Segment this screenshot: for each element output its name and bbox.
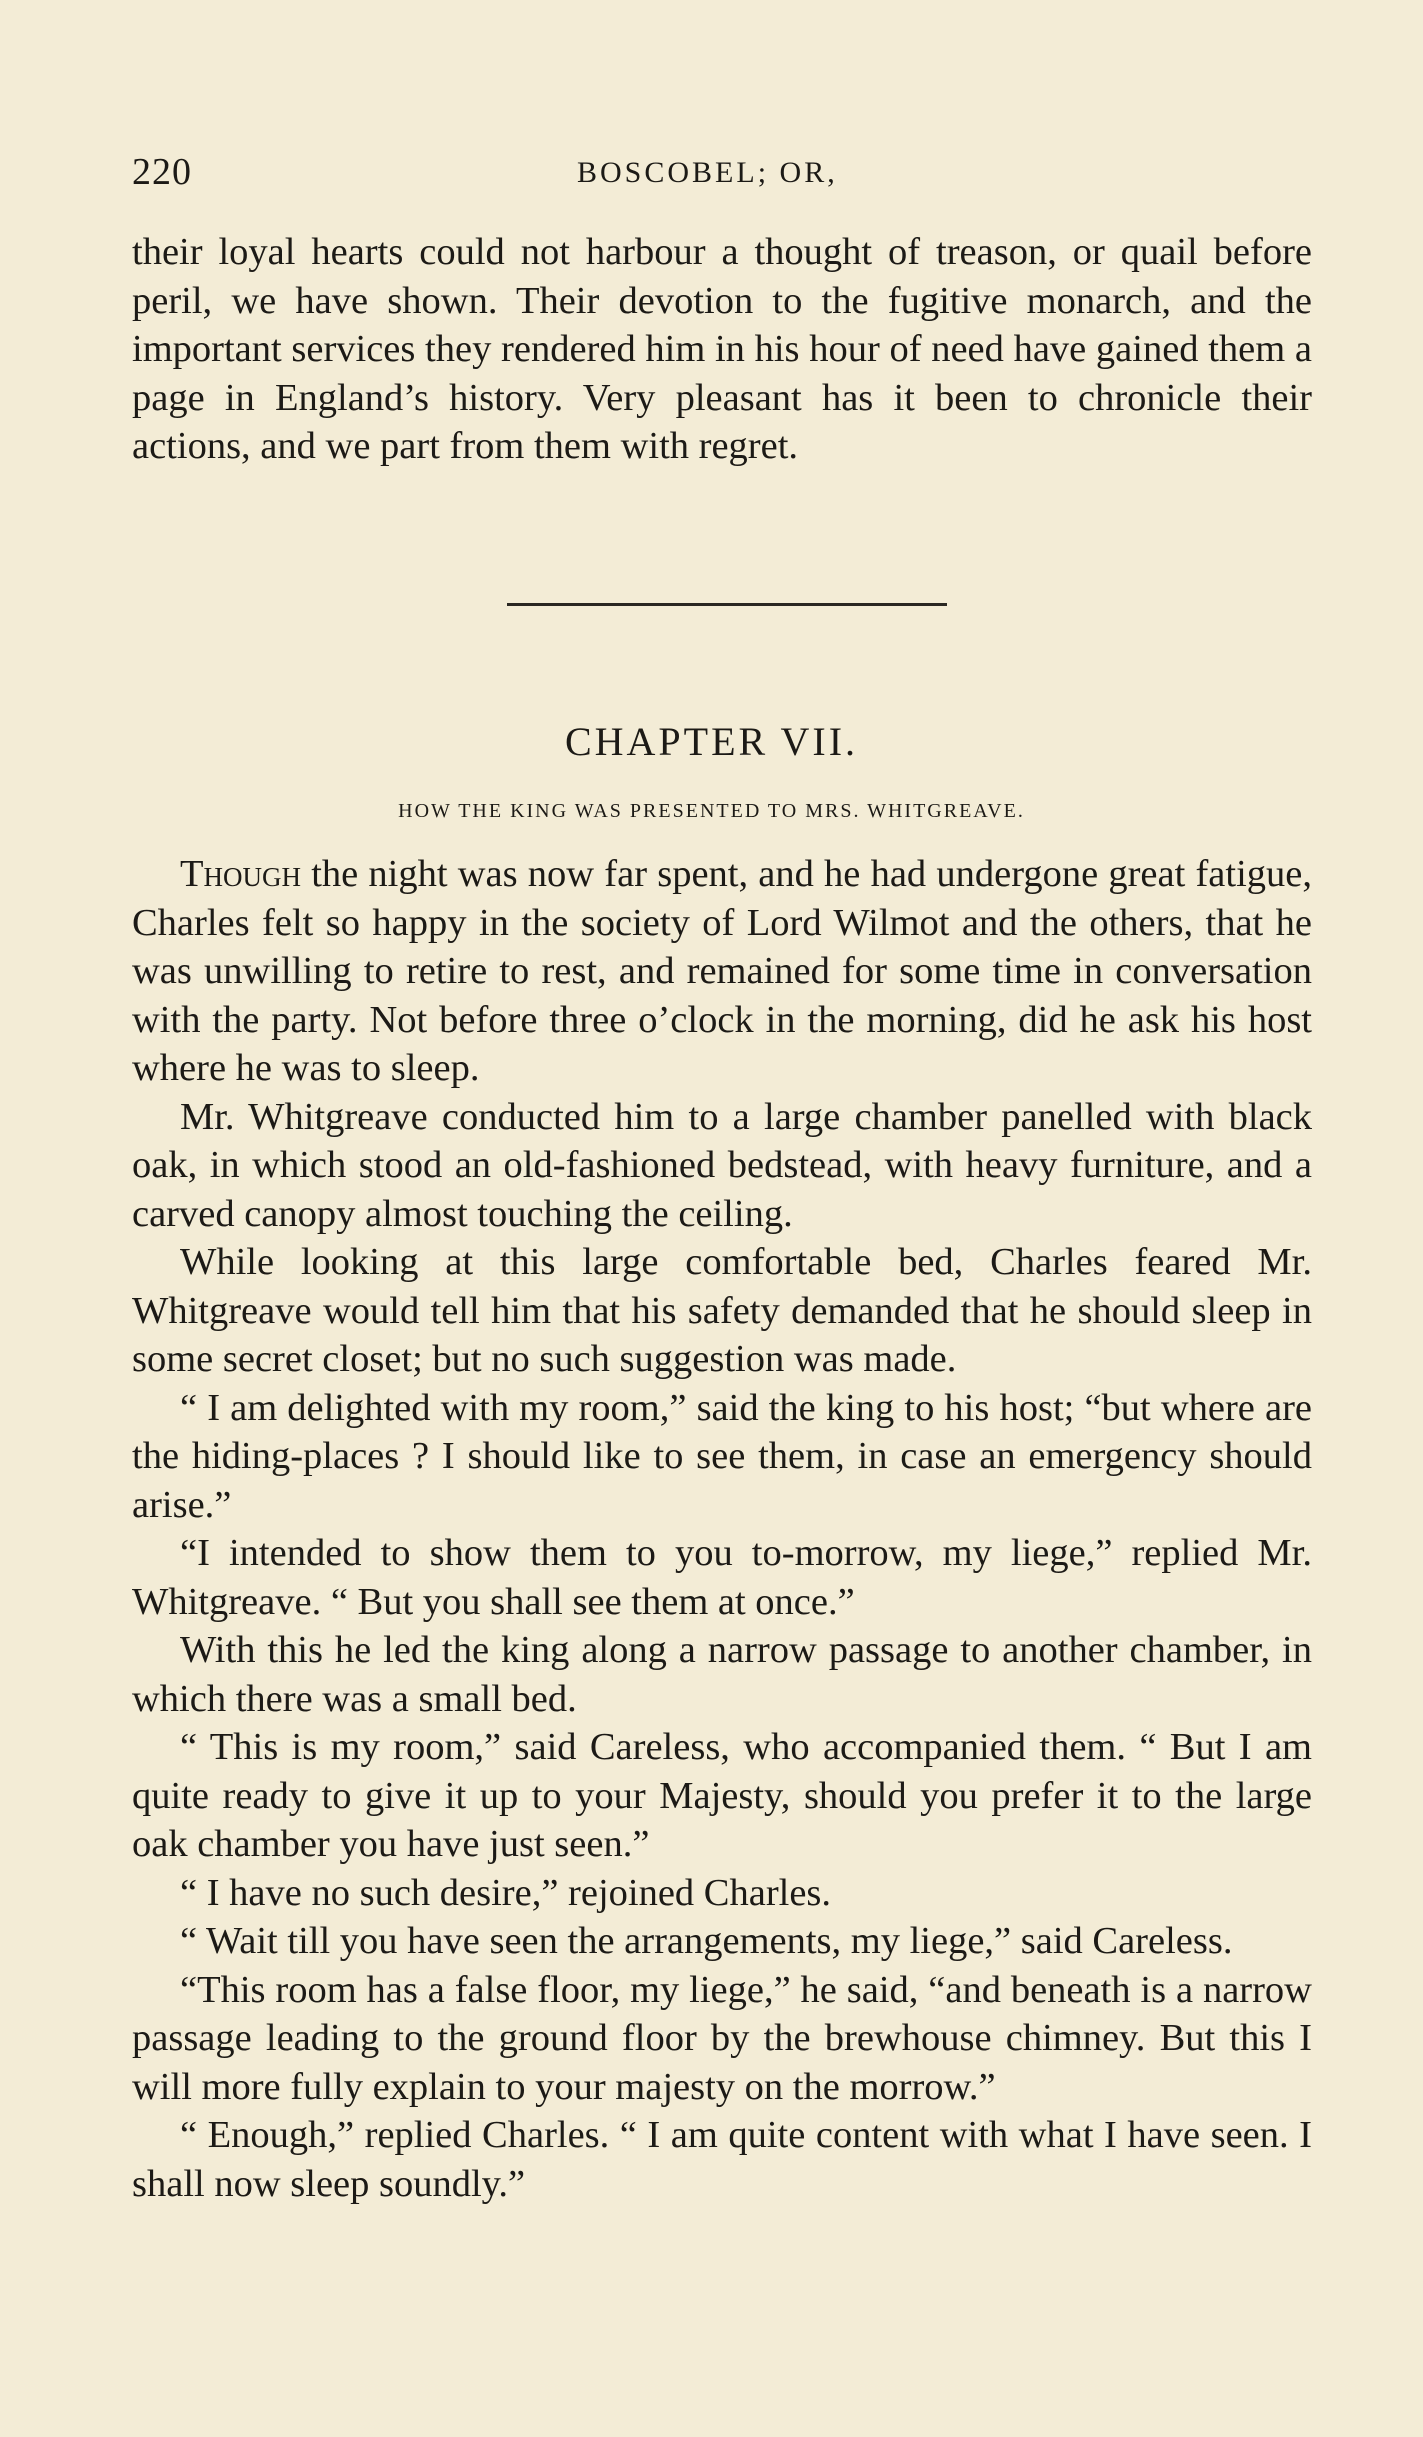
paragraph-lead: Though (180, 853, 302, 895)
page-number: 220 (132, 151, 192, 193)
paragraph: “ I have no such desire,” rejoined Charles. (180, 1871, 832, 1914)
paragraph: “I intended to show them to you to-morrow, my liege,” replied Mr. Whitgreave. “ But you shall see them at once.” (132, 1532, 1312, 1623)
paragraph: “ I am delighted with my room,” said the king to his host; “but where are the hiding-places ? I should like to see them, in case an emergency should arise.” (132, 1386, 1312, 1526)
paragraph: With this he led the king along a narrow passage to another chamber, in which there was a small bed. (132, 1629, 1312, 1720)
chapter-title: CHAPTER VII. (564, 719, 859, 764)
page-header (132, 150, 1312, 210)
paragraph: Mr. Whitgreave conducted him to a large chamber panelled with black oak, in which stood an old-fashioned bedstead, with heavy furniture, and a carved canopy almost touching the ceiling. (132, 1095, 1312, 1235)
paragraph (132, 850, 1312, 1093)
intro-text (132, 228, 1312, 471)
intro-paragraph: their loyal hearts could not harbour a thought of treason, or quail before peril, we have shown. Their devotion to the fugitive monarch, and the important services they rendered him in his hour of need have gained them a page in England’s history. Very pleasant has it been to chronicle their actions, and we part from them with regret. (132, 231, 1312, 467)
paragraph: “This room has a false floor, my liege,” he said, “and beneath is a narrow passage leading to the ground floor by the brewhouse chimney. But this I will more fully explain to your majesty on the morrow.” (132, 1968, 1312, 2108)
section-divider (507, 603, 947, 606)
chapter-body (132, 850, 1312, 2208)
paragraph: “ This is my room,” said Careless, who accompanied them. “ But I am quite ready to give it up to your Majesty, should you prefer it to the large oak chamber you have just seen.” (132, 1726, 1312, 1865)
running-head: BOSCOBEL; OR, (577, 156, 838, 189)
paragraph-text: the night was now far spent, and he had undergone great fatigue, Charles felt so happy in the society of Lord Wilmot and the others, that he was unwilling to retire to rest, and remained for some time in conversation with the party. Not before three o’clock in the morning, did he ask his host where he was to sleep. (132, 853, 1312, 1089)
chapter-subtitle: HOW THE KING WAS PRESENTED TO MRS. WHITGREAVE. (398, 800, 1025, 822)
paragraph: While looking at this large comfortable bed, Charles feared Mr. Whitgreave would tell him that his safety demanded that he should sleep in some secret closet; but no such suggestion was made. (132, 1241, 1312, 1380)
paragraph: “ Enough,” replied Charles. “ I am quite content with what I have seen. I shall now sleep soundly.” (132, 2114, 1312, 2205)
paragraph: “ Wait till you have seen the arrangements, my liege,” said Careless. (180, 1920, 1233, 1962)
